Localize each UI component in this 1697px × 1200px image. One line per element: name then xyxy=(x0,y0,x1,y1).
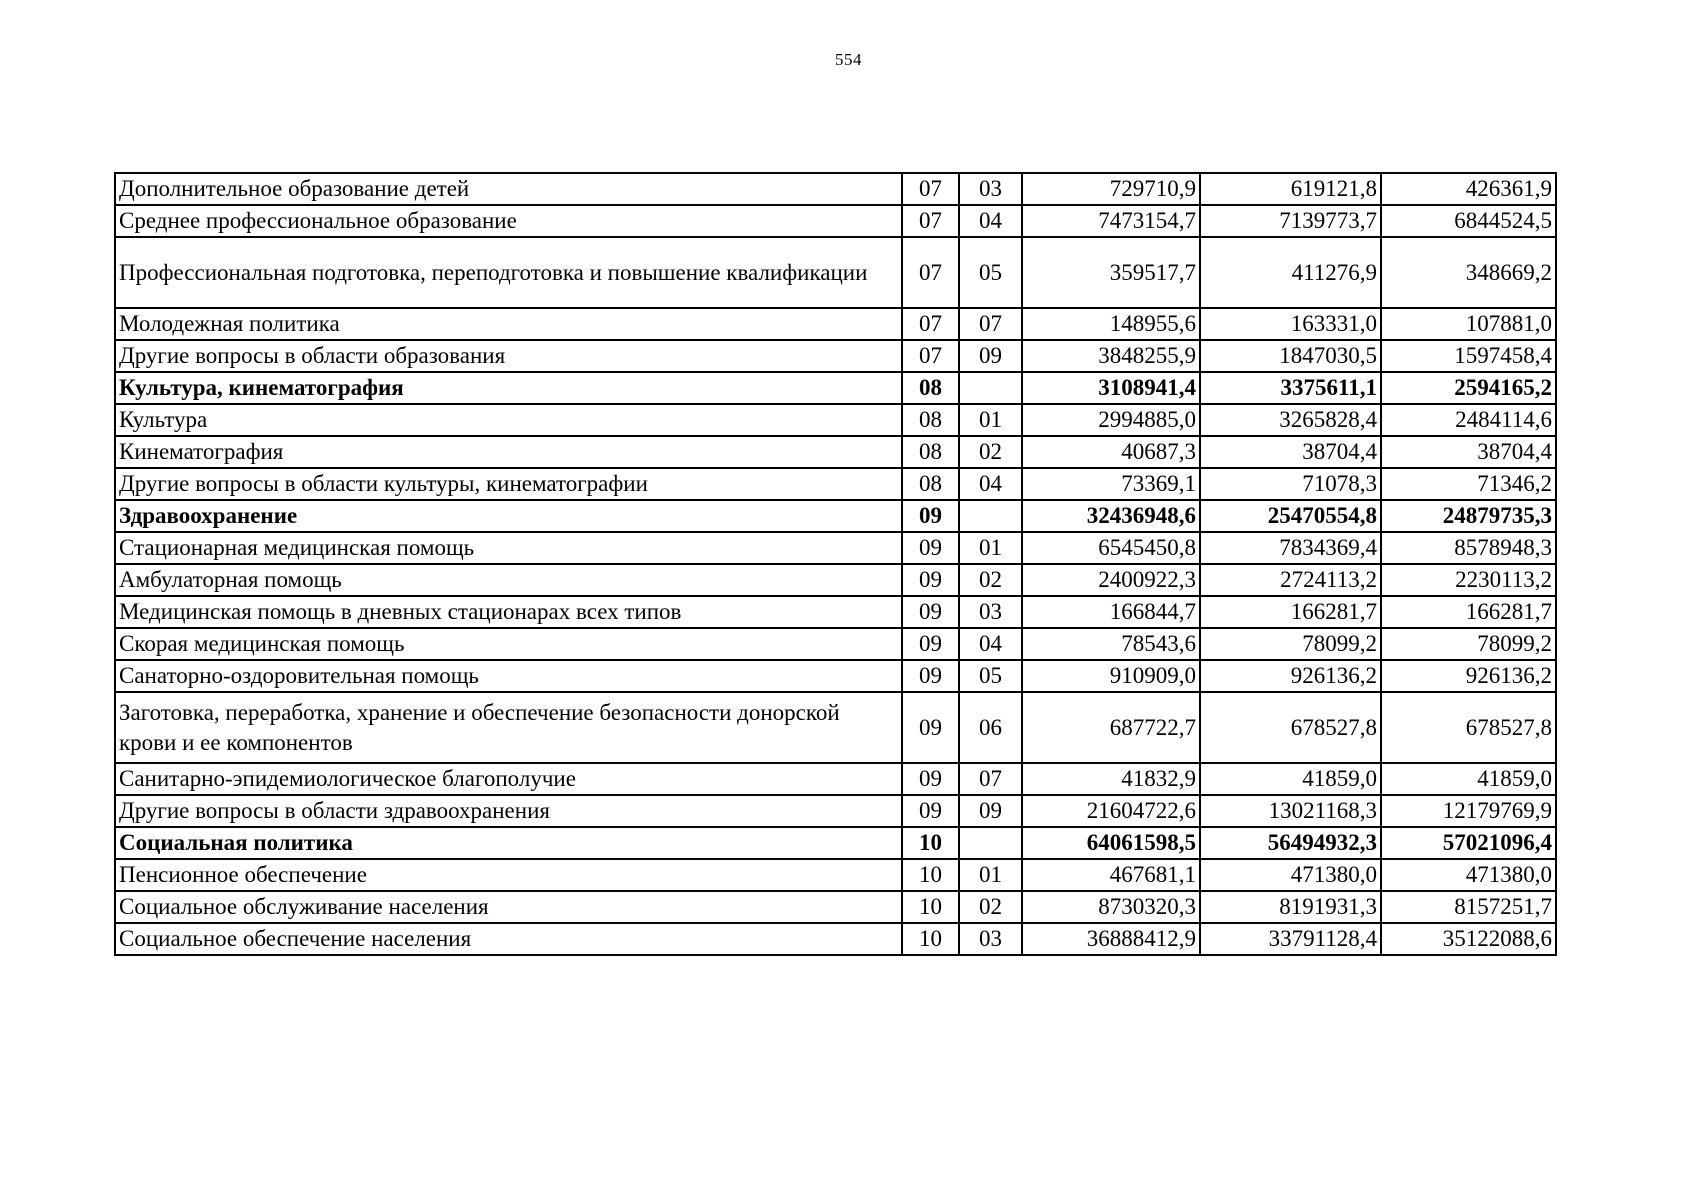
value-3-cell: 57021096,4 xyxy=(1381,827,1556,859)
subsection-code-cell: 04 xyxy=(959,205,1022,237)
value-3-cell: 35122088,6 xyxy=(1381,923,1556,955)
row-name-cell: Другие вопросы в области здравоохранения xyxy=(115,795,902,827)
value-3-cell: 12179769,9 xyxy=(1381,795,1556,827)
value-2-cell: 411276,9 xyxy=(1200,237,1381,308)
value-2-cell: 2724113,2 xyxy=(1200,564,1381,596)
subsection-code-cell: 05 xyxy=(959,237,1022,308)
section-row xyxy=(115,827,1556,859)
value-1-cell: 729710,9 xyxy=(1022,173,1200,205)
table-row xyxy=(115,340,1556,372)
value-1-cell: 36888412,9 xyxy=(1022,923,1200,955)
value-3-cell: 348669,2 xyxy=(1381,237,1556,308)
value-3-cell: 78099,2 xyxy=(1381,628,1556,660)
section-code-cell: 08 xyxy=(902,372,959,404)
row-name-cell: Другие вопросы в области культуры, кинематографии xyxy=(115,468,902,500)
budget-table xyxy=(114,172,1557,956)
section-code-cell: 10 xyxy=(902,859,959,891)
value-1-cell: 41832,9 xyxy=(1022,763,1200,795)
row-name-cell: Профессиональная подготовка, переподготовка и повышение квалификации xyxy=(115,237,902,308)
section-code-cell: 09 xyxy=(902,763,959,795)
value-3-cell: 107881,0 xyxy=(1381,308,1556,340)
subsection-code-cell: 05 xyxy=(959,660,1022,692)
value-2-cell: 471380,0 xyxy=(1200,859,1381,891)
subsection-code-cell: 01 xyxy=(959,532,1022,564)
table-row xyxy=(115,923,1556,955)
value-3-cell: 471380,0 xyxy=(1381,859,1556,891)
value-2-cell: 166281,7 xyxy=(1200,596,1381,628)
value-1-cell: 78543,6 xyxy=(1022,628,1200,660)
table-row xyxy=(115,596,1556,628)
row-name-cell: Культура xyxy=(115,404,902,436)
section-name-cell: Культура, кинематография xyxy=(115,372,902,404)
page-number: 554 xyxy=(835,50,862,69)
subsection-code-cell: 07 xyxy=(959,308,1022,340)
section-code-cell: 07 xyxy=(902,237,959,308)
section-code-cell: 10 xyxy=(902,891,959,923)
value-1-cell: 359517,7 xyxy=(1022,237,1200,308)
value-3-cell: 678527,8 xyxy=(1381,692,1556,763)
value-1-cell: 7473154,7 xyxy=(1022,205,1200,237)
table-row xyxy=(115,404,1556,436)
value-2-cell: 3375611,1 xyxy=(1200,372,1381,404)
value-2-cell: 7834369,4 xyxy=(1200,532,1381,564)
value-3-cell: 6844524,5 xyxy=(1381,205,1556,237)
section-code-cell: 07 xyxy=(902,205,959,237)
value-3-cell: 8157251,7 xyxy=(1381,891,1556,923)
section-code-cell: 08 xyxy=(902,436,959,468)
subsection-code-cell: 02 xyxy=(959,891,1022,923)
value-1-cell: 8730320,3 xyxy=(1022,891,1200,923)
value-3-cell: 2230113,2 xyxy=(1381,564,1556,596)
table-row xyxy=(115,692,1556,763)
row-name-cell: Социальное обеспечение населения xyxy=(115,923,902,955)
value-3-cell: 926136,2 xyxy=(1381,660,1556,692)
subsection-code-cell: 03 xyxy=(959,173,1022,205)
subsection-code-cell: 03 xyxy=(959,923,1022,955)
section-row xyxy=(115,372,1556,404)
value-2-cell: 71078,3 xyxy=(1200,468,1381,500)
value-1-cell: 64061598,5 xyxy=(1022,827,1200,859)
section-row xyxy=(115,500,1556,532)
value-2-cell: 13021168,3 xyxy=(1200,795,1381,827)
value-1-cell: 467681,1 xyxy=(1022,859,1200,891)
value-3-cell: 166281,7 xyxy=(1381,596,1556,628)
table-row xyxy=(115,308,1556,340)
value-3-cell: 71346,2 xyxy=(1381,468,1556,500)
value-3-cell: 8578948,3 xyxy=(1381,532,1556,564)
value-2-cell: 926136,2 xyxy=(1200,660,1381,692)
subsection-code-cell xyxy=(959,827,1022,859)
subsection-code-cell: 03 xyxy=(959,596,1022,628)
subsection-code-cell: 09 xyxy=(959,795,1022,827)
value-2-cell: 7139773,7 xyxy=(1200,205,1381,237)
section-code-cell: 08 xyxy=(902,404,959,436)
row-name-cell: Скорая медицинская помощь xyxy=(115,628,902,660)
value-3-cell: 2484114,6 xyxy=(1381,404,1556,436)
table-row xyxy=(115,173,1556,205)
value-1-cell: 148955,6 xyxy=(1022,308,1200,340)
value-2-cell: 56494932,3 xyxy=(1200,827,1381,859)
table-row xyxy=(115,564,1556,596)
table-row xyxy=(115,237,1556,308)
table-row xyxy=(115,859,1556,891)
value-2-cell: 25470554,8 xyxy=(1200,500,1381,532)
value-1-cell: 2400922,3 xyxy=(1022,564,1200,596)
subsection-code-cell: 04 xyxy=(959,468,1022,500)
table-row xyxy=(115,795,1556,827)
value-3-cell: 1597458,4 xyxy=(1381,340,1556,372)
section-code-cell: 09 xyxy=(902,564,959,596)
value-1-cell: 2994885,0 xyxy=(1022,404,1200,436)
section-name-cell: Здравоохранение xyxy=(115,500,902,532)
table-row xyxy=(115,660,1556,692)
row-name-cell: Кинематография xyxy=(115,436,902,468)
subsection-code-cell xyxy=(959,500,1022,532)
table-row xyxy=(115,628,1556,660)
value-1-cell: 3848255,9 xyxy=(1022,340,1200,372)
subsection-code-cell xyxy=(959,372,1022,404)
table-row xyxy=(115,205,1556,237)
table-row xyxy=(115,763,1556,795)
budget-table-body xyxy=(115,173,1556,955)
subsection-code-cell: 06 xyxy=(959,692,1022,763)
value-1-cell: 21604722,6 xyxy=(1022,795,1200,827)
subsection-code-cell: 01 xyxy=(959,404,1022,436)
row-name-cell: Дополнительное образование детей xyxy=(115,173,902,205)
section-code-cell: 07 xyxy=(902,173,959,205)
value-1-cell: 73369,1 xyxy=(1022,468,1200,500)
value-3-cell: 38704,4 xyxy=(1381,436,1556,468)
section-code-cell: 07 xyxy=(902,308,959,340)
subsection-code-cell: 04 xyxy=(959,628,1022,660)
row-name-cell: Среднее профессиональное образование xyxy=(115,205,902,237)
value-3-cell: 41859,0 xyxy=(1381,763,1556,795)
value-1-cell: 40687,3 xyxy=(1022,436,1200,468)
subsection-code-cell: 02 xyxy=(959,436,1022,468)
value-2-cell: 8191931,3 xyxy=(1200,891,1381,923)
table-row xyxy=(115,436,1556,468)
value-2-cell: 33791128,4 xyxy=(1200,923,1381,955)
table-row xyxy=(115,532,1556,564)
table-row xyxy=(115,468,1556,500)
subsection-code-cell: 02 xyxy=(959,564,1022,596)
section-code-cell: 10 xyxy=(902,923,959,955)
value-2-cell: 38704,4 xyxy=(1200,436,1381,468)
section-code-cell: 09 xyxy=(902,660,959,692)
section-code-cell: 10 xyxy=(902,827,959,859)
table-row xyxy=(115,891,1556,923)
value-2-cell: 163331,0 xyxy=(1200,308,1381,340)
section-code-cell: 09 xyxy=(902,596,959,628)
value-1-cell: 3108941,4 xyxy=(1022,372,1200,404)
value-2-cell: 619121,8 xyxy=(1200,173,1381,205)
row-name-cell: Санитарно-эпидемиологическое благополучие xyxy=(115,763,902,795)
value-2-cell: 78099,2 xyxy=(1200,628,1381,660)
section-code-cell: 08 xyxy=(902,468,959,500)
value-2-cell: 3265828,4 xyxy=(1200,404,1381,436)
value-1-cell: 32436948,6 xyxy=(1022,500,1200,532)
row-name-cell: Санаторно-оздоровительная помощь xyxy=(115,660,902,692)
row-name-cell: Социальное обслуживание населения xyxy=(115,891,902,923)
row-name-cell: Амбулаторная помощь xyxy=(115,564,902,596)
section-code-cell: 07 xyxy=(902,340,959,372)
value-3-cell: 426361,9 xyxy=(1381,173,1556,205)
row-name-cell: Пенсионное обеспечение xyxy=(115,859,902,891)
value-1-cell: 166844,7 xyxy=(1022,596,1200,628)
value-2-cell: 678527,8 xyxy=(1200,692,1381,763)
row-name-cell: Заготовка, переработка, хранение и обеспечение безопасности донорской крови и ее компонентов xyxy=(115,692,902,763)
section-code-cell: 09 xyxy=(902,628,959,660)
value-2-cell: 1847030,5 xyxy=(1200,340,1381,372)
subsection-code-cell: 07 xyxy=(959,763,1022,795)
row-name-cell: Стационарная медицинская помощь xyxy=(115,532,902,564)
section-code-cell: 09 xyxy=(902,532,959,564)
section-code-cell: 09 xyxy=(902,500,959,532)
value-1-cell: 687722,7 xyxy=(1022,692,1200,763)
subsection-code-cell: 01 xyxy=(959,859,1022,891)
subsection-code-cell: 09 xyxy=(959,340,1022,372)
section-name-cell: Социальная политика xyxy=(115,827,902,859)
value-3-cell: 24879735,3 xyxy=(1381,500,1556,532)
section-code-cell: 09 xyxy=(902,692,959,763)
row-name-cell: Другие вопросы в области образования xyxy=(115,340,902,372)
value-1-cell: 910909,0 xyxy=(1022,660,1200,692)
value-2-cell: 41859,0 xyxy=(1200,763,1381,795)
row-name-cell: Медицинская помощь в дневных стационарах всех типов xyxy=(115,596,902,628)
row-name-cell: Молодежная политика xyxy=(115,308,902,340)
section-code-cell: 09 xyxy=(902,795,959,827)
value-1-cell: 6545450,8 xyxy=(1022,532,1200,564)
value-3-cell: 2594165,2 xyxy=(1381,372,1556,404)
